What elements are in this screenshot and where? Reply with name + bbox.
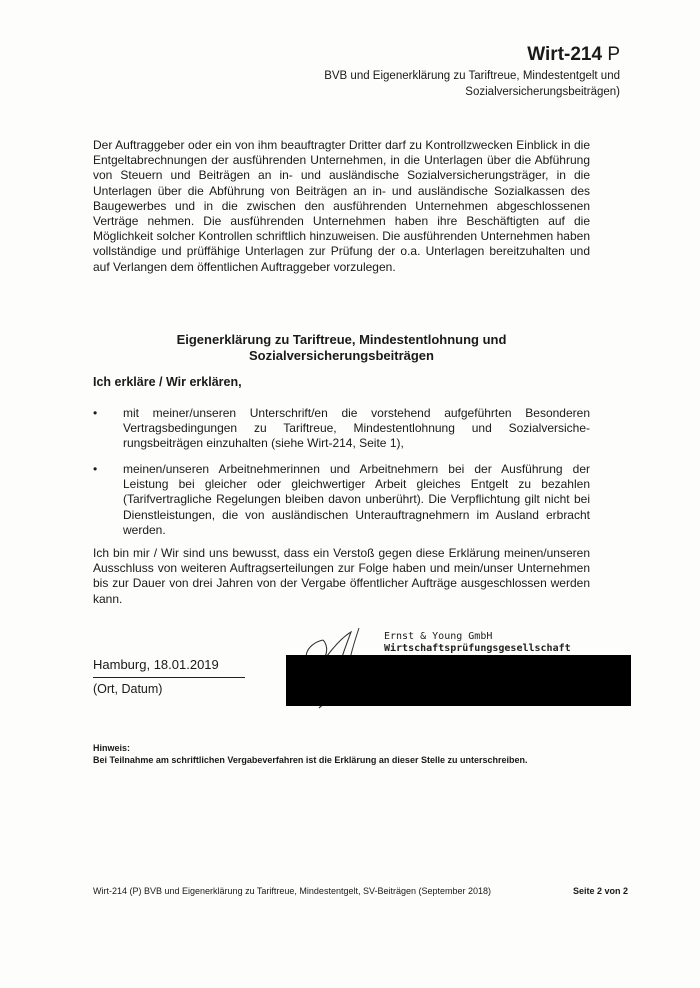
bullet-text-2: meinen/unseren Arbeitnehmerinnen und Arbeitnehmern bei der Ausführung der Leistung bei gleicher oder gleichwertiger Arbeit gleiches Entgelt zu bezahlen (Tarifvertragliche Regelungen bleiben davon unberührt). Die Verpflichtung gilt nicht bei Dienstleistungen, die von ausländischen Unterauftragnehmern im Ausland erbracht werden. xyxy=(123,462,590,537)
bullet-icon: • xyxy=(93,462,98,476)
bullet-icon: • xyxy=(93,406,98,420)
place-date-label: (Ort, Datum) xyxy=(93,682,163,696)
consequence-paragraph: Ich bin mir / Wir sind uns bewusst, dass ein Verstoß gegen diese Erklärung meinen/unseren Ausschluss von weiteren Auftragserteilungen zur Folge haben und mein/unser Unternehmen bis zur Dauer von drei Jahren von der Vergabe öffentlicher Aufträge ausgeschlossen werden kann. xyxy=(93,546,590,606)
bullet-text-1: mit meiner/unseren Unterschrift/en die vorstehend aufgeführten Besonderen Vertragsbedingungen zu Tariftreue, Mindestentlohnung und Sozialversiche-rungsbeiträgen einzuhalten (siehe Wirt-214, Seite 1), xyxy=(123,406,590,451)
document-code xyxy=(527,44,620,66)
bullet-item-2 xyxy=(93,462,590,538)
redaction-block xyxy=(286,655,631,706)
notice-label: Hinweis: xyxy=(93,743,131,753)
company-stamp xyxy=(384,631,571,655)
stamp-company-name: Ernst & Young GmbH xyxy=(384,631,493,642)
signature-line xyxy=(93,677,245,678)
section-title-line2: Sozialversicherungsbeiträgen xyxy=(249,348,434,363)
footer-document-info: Wirt-214 (P) BVB und Eigenerklärung zu Tariftreue, Mindestentgelt, SV-Beiträgen (September 2018) xyxy=(93,886,492,896)
bullet-item-1 xyxy=(93,406,590,452)
stamp-company-type: Wirtschaftsprüfungsgesellschaft xyxy=(384,643,571,654)
declaration-lead: Ich erkläre / Wir erklären, xyxy=(93,375,242,389)
place-date: Hamburg, 18.01.2019 xyxy=(93,657,219,672)
document-subtitle: BVB und Eigenerklärung zu Tariftreue, Mindestentgelt und Sozialversicherungsbeiträgen) xyxy=(324,70,620,98)
control-paragraph: Der Auftraggeber oder ein von ihm beauftragter Dritter darf zu Kontrollzwecken Einblick in die Entgeltabrechnungen der ausführenden Unternehmen, in die Unterlagen über die Abführung von Steuern und Beiträgen an in- und ausländische Sozialversicherungsträger, in die Unterlagen über die Abführung von Beiträgen an in- und ausländische Sozialkassen des Baugewerbes und in die zwischen den ausführenden Unternehmen abgeschlossenen Verträge nehmen. Die ausführenden Unternehmen haben ihre Beschäftigten auf die Möglichkeit solcher Kontrollen schriftlich hinzuweisen. Die ausführenden Unternehmen haben vollständige und prüffähige Unterlagen zur Prüfung der o.a. Unterlagen bereitzuhalten und auf Verlangen dem öffentlichen Auftraggeber vorzulegen. xyxy=(93,138,590,274)
document-code-suffix: P xyxy=(602,44,620,65)
section-title xyxy=(93,332,590,364)
section-title-line1: Eigenerklärung zu Tariftreue, Mindestentlohnung und xyxy=(176,332,507,347)
document-code-main: Wirt-214 xyxy=(527,44,603,65)
footer-page-number: Seite 2 von 2 xyxy=(572,886,628,896)
notice-text: Bei Teilnahme am schriftlichen Vergabeverfahren ist die Erklärung an dieser Stelle zu unterschreiben. xyxy=(93,755,528,765)
